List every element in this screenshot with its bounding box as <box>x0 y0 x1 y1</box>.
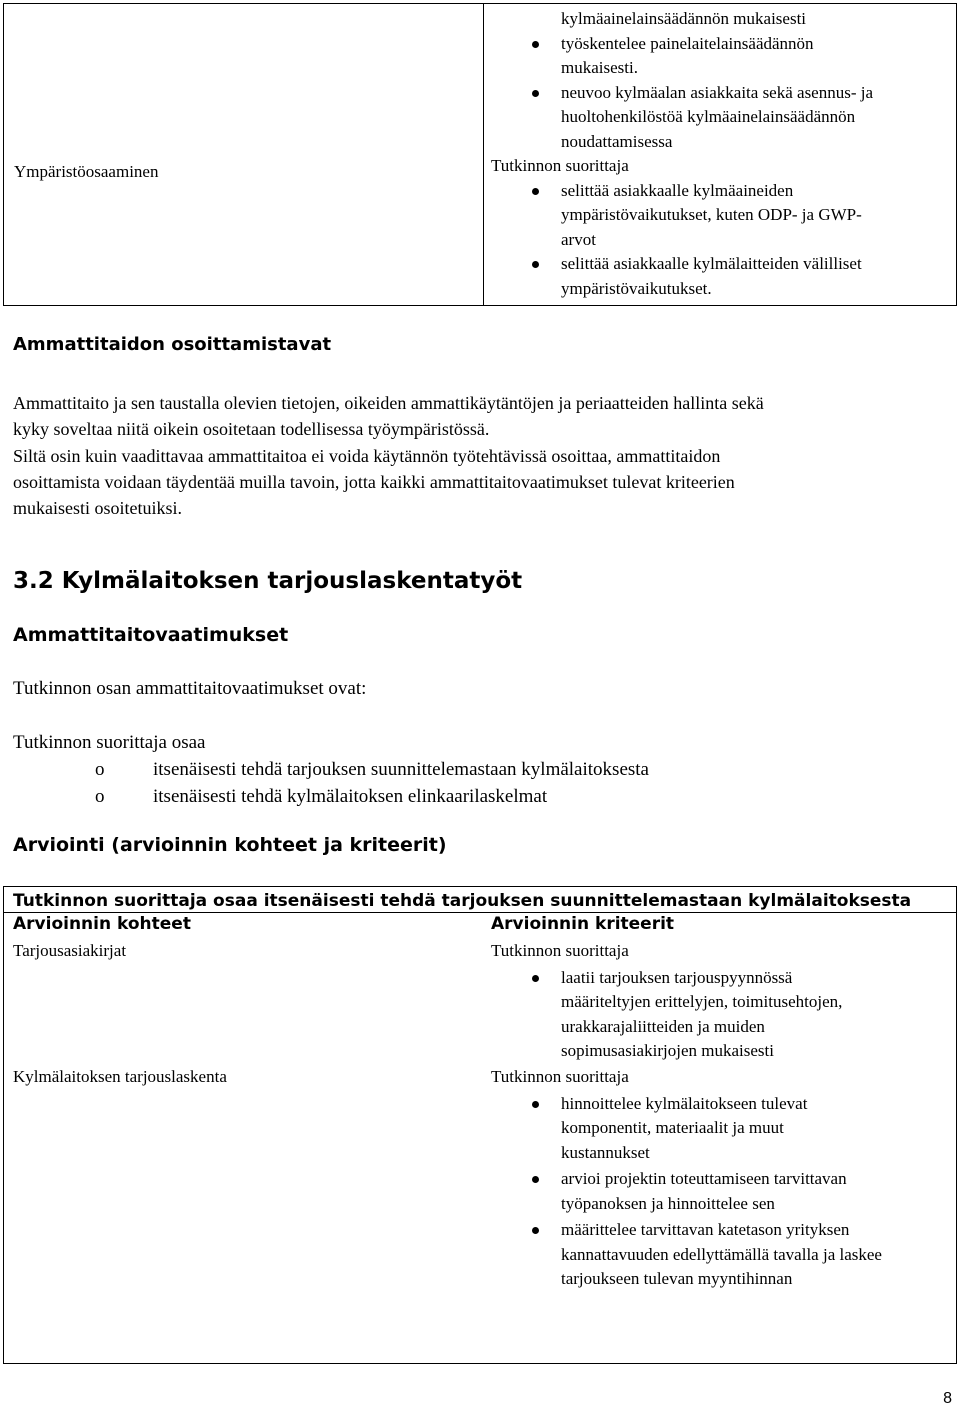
environment-skills-table <box>3 3 957 306</box>
circle-bullet-icon: o <box>95 786 105 807</box>
performer-label: Tutkinnon suorittaja <box>491 1067 629 1086</box>
column-header-targets: Arvioinnin kohteet <box>13 914 191 934</box>
list-item: neuvoo kylmäalan asiakkaita sekä asennus- ja huoltohenkilöstöä kylmäainelainsäädännön noudattamisessa <box>491 81 951 155</box>
assessment-title: Arviointi (arvioinnin kohteet ja kriteerit) <box>13 834 447 856</box>
demonstration-paragraph: Ammattitaito ja sen taustalla olevien tietojen, oikeiden ammattikäytäntöjen ja periaatteiden hallinta sekä kyky soveltaa niitä oikein osoitetaan todellisessa työympäristössä. Siltä osin kuin vaadittavaa ammattitaitoa ei voida käytännön työtehtävissä osoittaa, ammattitaidon osoittamista voidaan täydentää muilla tavoin, jotta kaikki ammattitaitovaatimukset tulevat kriteerien mukaisesti osoitetuiksi. <box>13 393 764 519</box>
table-header: Tutkinnon suorittaja osaa itsenäisesti tehdä tarjouksen suunnittelemastaan kylmälaitoksesta <box>13 891 912 911</box>
row-label-offer-calculation: Kylmälaitoksen tarjouslaskenta <box>13 1067 227 1086</box>
performer-label: Tutkinnon suorittaja <box>491 941 629 960</box>
criteria-cell <box>491 939 951 1064</box>
list-item: selittää asiakkaalle kylmäaineiden ympäristövaikutukset, kuten ODP- ja GWP- arvot <box>491 179 951 253</box>
list-item: o itsenäisesti tehdä tarjouksen suunnittelemastaan kylmälaitoksesta <box>13 756 649 783</box>
row-label-offer-documents: Tarjousasiakirjat <box>13 941 127 960</box>
criteria-list-a <box>491 32 951 155</box>
criteria-cell <box>491 1065 951 1292</box>
column-divider <box>483 4 484 305</box>
requirements-title: Ammattitaitovaatimukset <box>13 624 289 646</box>
list-item: laatii tarjouksen tarjouspyynnössä määriteltyjen erittelyjen, toimitusehtojen, urakkarajaliitteiden ja muiden sopimusasiakirjojen mukaisesti <box>491 966 951 1064</box>
demonstration-heading: Ammattitaidon osoittamistavat <box>13 334 332 355</box>
column-header-criteria: Arvioinnin kriteerit <box>491 914 675 934</box>
criteria-list-b <box>491 179 951 302</box>
list-item: selittää asiakkaalle kylmälaitteiden välilliset ympäristövaikutukset. <box>491 252 951 301</box>
criteria-cell <box>491 7 951 301</box>
requirements-list <box>13 756 649 810</box>
circle-bullet-icon: o <box>95 759 105 780</box>
list-item: määrittelee tarvittavan katetason yrityksen kannattavuuden edellyttämällä tavalla ja laskee tarjoukseen tulevan myyntihinnan <box>491 1218 951 1292</box>
header-divider <box>4 912 956 913</box>
row-label-environment: Ympäristöosaaminen <box>14 162 159 181</box>
performer-label: Tutkinnon suorittaja <box>491 156 629 175</box>
assessment-table <box>3 886 957 1364</box>
list-item: työskentelee painelaitelainsäädännön mukaisesti. <box>491 32 951 81</box>
list-item: hinnoittelee kylmälaitokseen tulevat komponentit, materiaalit ja muut kustannukset <box>491 1092 951 1166</box>
section-title: 3.2 Kylmälaitoksen tarjouslaskentatyöt <box>13 568 523 594</box>
performer-can: Tutkinnon suorittaja osaa <box>13 732 206 753</box>
criteria-list <box>491 1092 951 1292</box>
criteria-list <box>491 966 951 1064</box>
page-number: 8 <box>943 1390 952 1407</box>
list-item: o itsenäisesti tehdä kylmälaitoksen elinkaarilaskelmat <box>13 783 649 810</box>
list-item: arvioi projektin toteuttamiseen tarvittavan työpanoksen ja hinnoittelee sen <box>491 1167 951 1216</box>
requirements-intro: Tutkinnon osan ammattitaitovaatimukset ovat: <box>13 678 367 699</box>
continued-text: kylmäainelainsäädännön mukaisesti <box>561 9 807 28</box>
